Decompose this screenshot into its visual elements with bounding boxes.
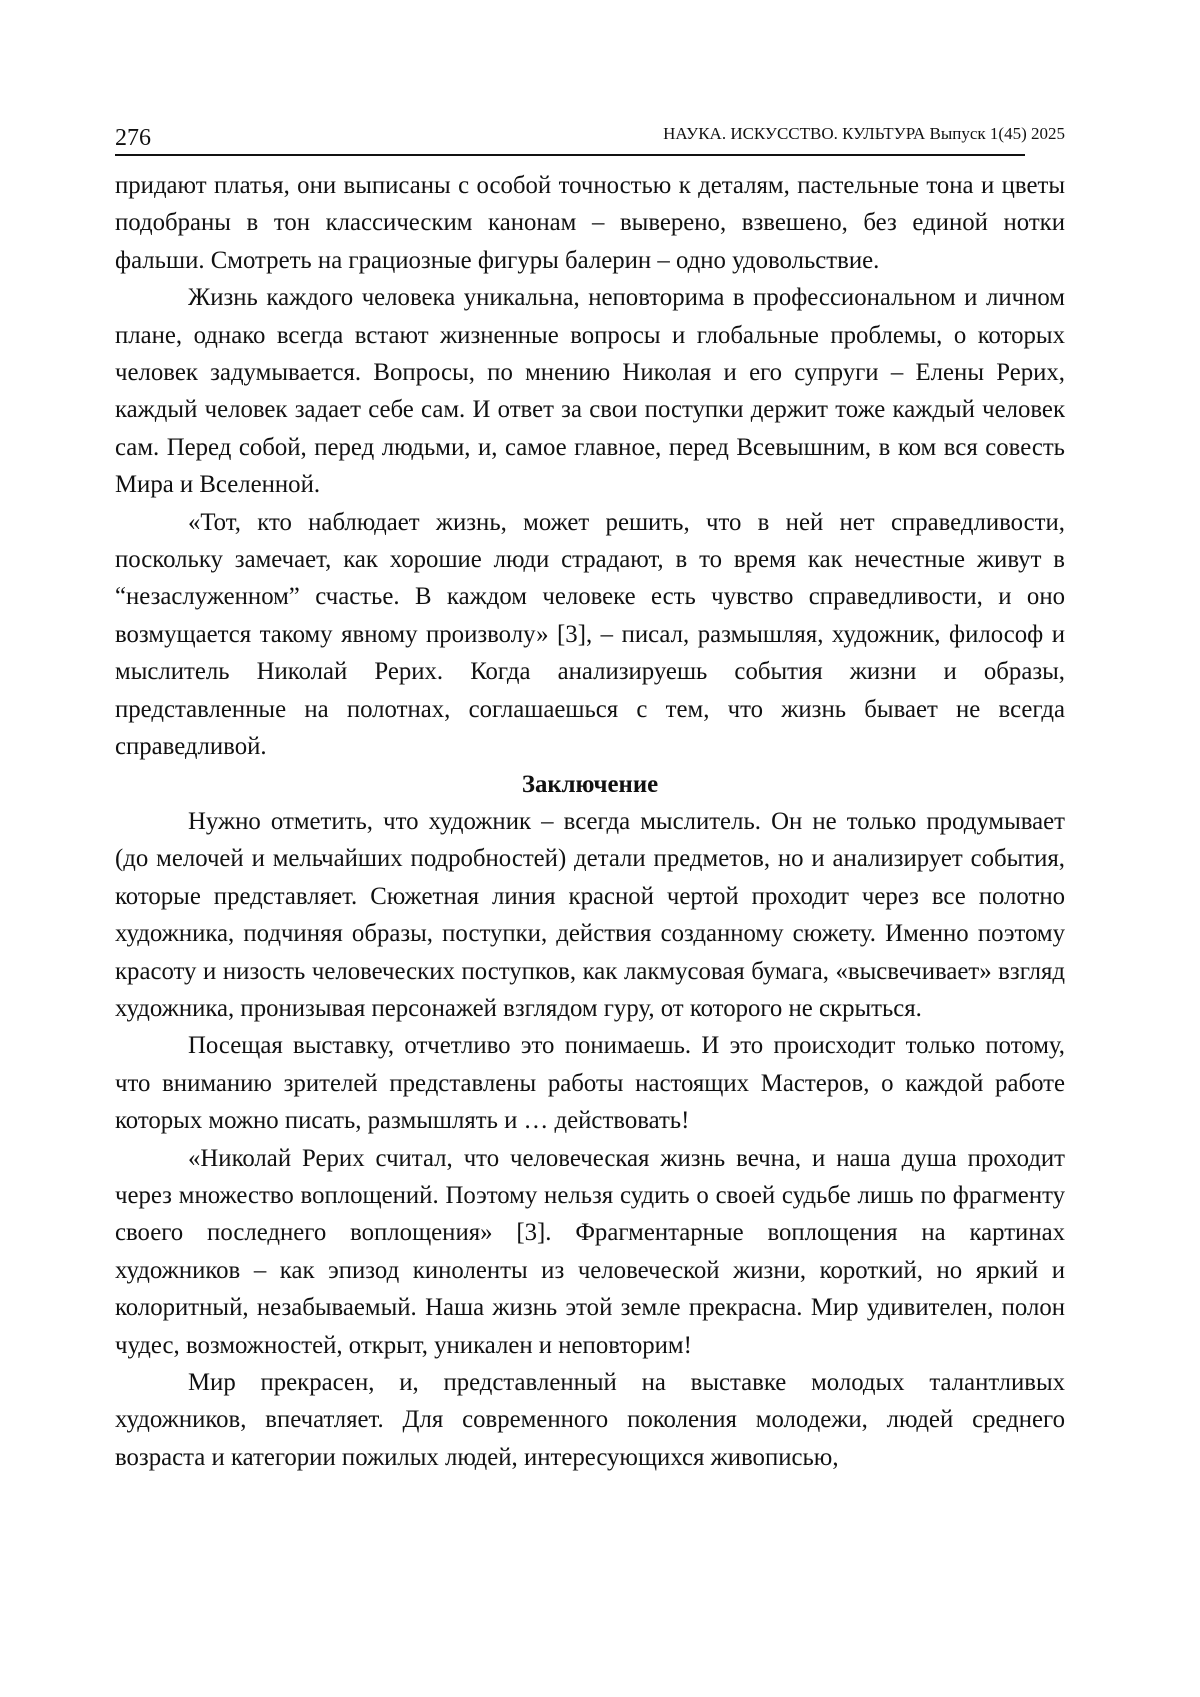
header-rule <box>115 154 1025 156</box>
paragraph-quote: «Тот, кто наблюдает жизнь, может решить, что в ней нет справедливости, поскольку замечает, как хорошие люди страдают, в то время как нечестные живут в “незаслуженном” счастье. В каждом человеке есть чувство справедливости, и оно возмущается такому явному произволу» [3], – писал, размышляя, художник, философ и мыслитель Николай Рерих. Когда анализируешь события жизни и образы, представленные на полотнах, соглашаешься с тем, что жизнь бывает не всегда справедливой. <box>115 504 1065 766</box>
paragraph-continued: придают платья, они выписаны с особой точностью к деталям, пастельные тона и цветы подобраны в тон классическим канонам – выверено, взвешено, без единой нотки фальши. Смотреть на грациозные фигуры балерин – одно удовольствие. <box>115 167 1065 279</box>
paragraph: Жизнь каждого человека уникальна, неповторима в профессиональном и личном плане, однако всегда встают жизненные вопросы и глобальные проблемы, о которых человек задумывается. Вопросы, по мнению Николая и его супруги – Елены Рерих, каждый человек задает себе сам. И ответ за свои поступки держит тоже каждый человек сам. Перед собой, перед людьми, и, самое главное, перед Всевышним, в ком вся совесть Мира и Вселенной. <box>115 279 1065 503</box>
page-number: 276 <box>115 124 151 152</box>
section-heading: Заключение <box>115 766 1065 803</box>
paragraph: Посещая выставку, отчетливо это понимаешь. И это происходит только потому, что вниманию зрителей представлены работы настоящих Мастеров, о каждой работе которых можно писать, размышлять и … действовать! <box>115 1027 1065 1139</box>
paragraph: Мир прекрасен, и, представленный на выставке молодых талантливых художников, впечатляет. Для современного поколения молодежи, людей среднего возраста и категории пожилых людей, интересующихся живописью, <box>115 1364 1065 1476</box>
paragraph: Нужно отметить, что художник – всегда мыслитель. Он не только продумывает (до мелочей и мельчайших подробностей) детали предметов, но и анализирует события, которые представляет. Сюжетная линия красной чертой проходит через все полотно художника, подчиняя образы, поступки, действия созданному сюжету. Именно поэтому красоту и низость человеческих поступков, как лакмусовая бумага, «высвечивает» взгляд художника, пронизывая персонажей взглядом гуру, от которого не скрыться. <box>115 803 1065 1027</box>
journal-info: НАУКА. ИСКУССТВО. КУЛЬТУРА Выпуск 1(45) 2025 <box>663 123 1065 145</box>
running-header <box>115 118 1065 152</box>
paragraph-quote: «Николай Рерих считал, что человеческая жизнь вечна, и наша душа проходит через множество воплощений. Поэтому нельзя судить о своей судьбе лишь по фрагменту своего последнего воплощения» [3]. Фрагментарные воплощения на картинах художников – как эпизод киноленты из человеческой жизни, короткий, но яркий и колоритный, незабываемый. Наша жизнь этой земле прекрасна. Мир удивителен, полон чудес, возможностей, открыт, уникален и неповторим! <box>115 1140 1065 1364</box>
document-page <box>0 0 1200 1697</box>
body-text <box>115 167 1065 1476</box>
